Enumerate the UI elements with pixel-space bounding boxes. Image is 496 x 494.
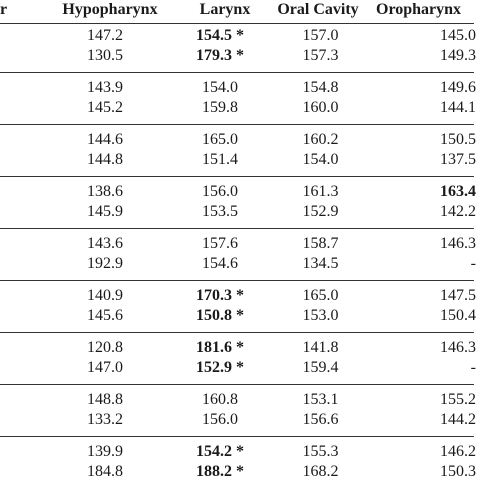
cell-oral-cavity: 160.0 (302, 99, 339, 116)
cell-hypopharynx: 144.8 (87, 151, 123, 168)
row-group (0, 286, 474, 338)
table-row (0, 234, 474, 254)
table-row (0, 78, 474, 98)
cell-larynx: 154.6 (202, 255, 238, 272)
cell-oropharynx: 150.4 (440, 307, 476, 324)
cell-oral-cavity: 157.0 (302, 27, 339, 44)
header-oropharynx: Oropharynx (376, 1, 462, 18)
cell-larynx: 152.9 * (196, 359, 244, 376)
row-group (0, 182, 474, 234)
cell-larynx: 170.3 * (196, 287, 244, 304)
cell-larynx: 156.0 (202, 411, 238, 428)
row-group (0, 78, 474, 130)
table-row (0, 182, 474, 202)
cell-oropharynx: 144.2 (440, 411, 476, 428)
cell-hypopharynx: 184.8 (87, 463, 123, 480)
group-divider (0, 228, 474, 229)
group-divider (0, 384, 474, 385)
cell-hypopharynx: 147.2 (87, 27, 123, 44)
cell-larynx: 188.2 * (196, 463, 244, 480)
cell-larynx: 151.4 (202, 151, 238, 168)
cell-oropharynx: 144.1 (440, 99, 476, 116)
row-group (0, 390, 474, 442)
cell-larynx: 154.2 * (196, 443, 244, 460)
cell-hypopharynx: 133.2 (87, 411, 123, 428)
cell-oropharynx: 147.5 (440, 287, 476, 304)
cell-hypopharynx: 148.8 (87, 391, 123, 408)
cell-hypopharynx: 147.0 (87, 359, 123, 376)
group-divider (0, 176, 474, 177)
cell-oral-cavity: 153.0 (302, 307, 339, 324)
cell-hypopharynx: 143.6 (87, 235, 123, 252)
table-row (0, 306, 474, 326)
table-header (0, 0, 474, 22)
header-rule (0, 23, 474, 24)
cell-larynx: 181.6 * (196, 339, 244, 356)
header-hypopharynx: Hypopharynx (62, 1, 158, 18)
header-larynx: Larynx (199, 1, 251, 18)
table-row (0, 286, 474, 306)
cell-hypopharynx: 192.9 (87, 255, 123, 272)
cell-hypopharynx: 139.9 (87, 443, 123, 460)
table-row (0, 98, 474, 118)
cell-oral-cavity: 159.4 (302, 359, 339, 376)
cell-hypopharynx: 130.5 (87, 47, 123, 64)
row-group (0, 338, 474, 390)
cell-hypopharynx: 140.9 (87, 287, 123, 304)
cell-hypopharynx: 145.2 (87, 99, 123, 116)
group-divider (0, 280, 474, 281)
cell-oropharynx: 146.2 (440, 443, 476, 460)
cell-oropharynx: 163.4 (440, 183, 476, 200)
cell-larynx: 154.5 * (196, 27, 244, 44)
row-group (0, 234, 474, 286)
cell-oropharynx: 150.3 (440, 463, 476, 480)
cell-oropharynx: - (470, 359, 476, 376)
table-row (0, 150, 474, 170)
cell-oral-cavity: 165.0 (302, 287, 339, 304)
cell-oral-cavity: 161.3 (302, 183, 339, 200)
table-row (0, 462, 474, 482)
cell-hypopharynx: 120.8 (87, 339, 123, 356)
cell-larynx: 154.0 (202, 79, 238, 96)
group-divider (0, 436, 474, 437)
cell-oral-cavity: 154.0 (302, 151, 339, 168)
table-row (0, 202, 474, 222)
cell-oropharynx: 145.0 (440, 27, 476, 44)
cell-hypopharynx: 145.6 (87, 307, 123, 324)
table-row (0, 130, 474, 150)
cell-oral-cavity: 153.1 (302, 391, 339, 408)
cell-larynx: 165.0 (202, 131, 238, 148)
cell-oral-cavity: 134.5 (302, 255, 339, 272)
group-divider (0, 332, 474, 333)
row-group (0, 130, 474, 182)
cell-oropharynx: 146.3 (440, 235, 476, 252)
cell-larynx: 153.5 (202, 203, 238, 220)
cell-oropharynx: - (470, 255, 476, 272)
row-group (0, 442, 474, 494)
cell-oropharynx: 150.5 (440, 131, 476, 148)
table-row (0, 390, 474, 410)
cell-oral-cavity: 154.8 (302, 79, 339, 96)
table-row (0, 254, 474, 274)
cell-larynx: 179.3 * (196, 47, 244, 64)
table-row (0, 358, 474, 378)
cell-larynx: 156.0 (202, 183, 238, 200)
table-row (0, 46, 474, 66)
cell-hypopharynx: 138.6 (87, 183, 123, 200)
cell-larynx: 159.8 (202, 99, 238, 116)
cell-hypopharynx: 144.6 (87, 131, 123, 148)
cell-oral-cavity: 168.2 (302, 463, 339, 480)
cell-oral-cavity: 152.9 (302, 203, 339, 220)
cell-hypopharynx: 145.9 (87, 203, 123, 220)
cell-oral-cavity: 156.6 (302, 411, 339, 428)
cell-larynx: 150.8 * (196, 307, 244, 324)
cell-oropharynx: 155.2 (440, 391, 476, 408)
cell-larynx: 160.8 (202, 391, 238, 408)
cell-oropharynx: 146.3 (440, 339, 476, 356)
cell-oropharynx: 149.6 (440, 79, 476, 96)
table-row (0, 26, 474, 46)
cell-oral-cavity: 158.7 (302, 235, 339, 252)
cell-oropharynx: 142.2 (440, 203, 476, 220)
cell-oral-cavity: 141.8 (302, 339, 339, 356)
cell-oral-cavity: 160.2 (302, 131, 339, 148)
table-row (0, 442, 474, 462)
row-group (0, 26, 474, 78)
cell-oral-cavity: 157.3 (302, 47, 339, 64)
header-oral-cavity: Oral Cavity (277, 1, 359, 18)
group-divider (0, 72, 474, 73)
cell-oropharynx: 149.3 (440, 47, 476, 64)
cell-oral-cavity: 155.3 (302, 443, 339, 460)
cell-larynx: 157.6 (202, 235, 238, 252)
cell-hypopharynx: 143.9 (87, 79, 123, 96)
table-row (0, 338, 474, 358)
header-cut-cell: r (0, 1, 8, 18)
cell-oropharynx: 137.5 (440, 151, 476, 168)
table-row (0, 410, 474, 430)
group-divider (0, 124, 474, 125)
